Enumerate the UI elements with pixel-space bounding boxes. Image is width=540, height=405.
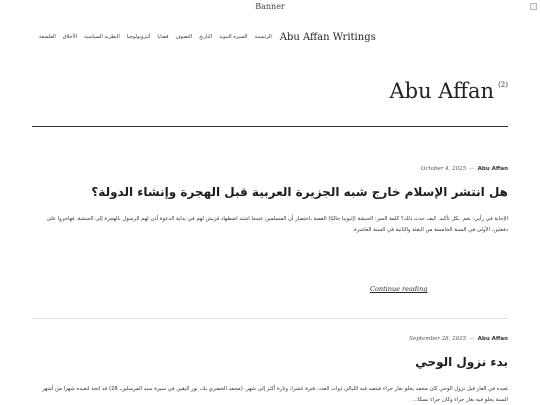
nav-item-history[interactable]: التاريخ	[199, 34, 213, 40]
site-header	[32, 29, 508, 45]
post-count: (2)	[498, 81, 508, 89]
nav-item-political-theory[interactable]: النظرية السياسية	[83, 34, 120, 40]
meta-separator: —	[469, 336, 475, 342]
meta-separator: —	[469, 166, 475, 172]
site-title[interactable]: Abu Affan Writings	[279, 31, 376, 43]
nav-item-anthropology[interactable]: أنثروبولوجيا	[126, 34, 151, 40]
post-date[interactable]: September 28, 2025	[409, 336, 467, 342]
post-excerpt: الإجابة في رأيي: نعم. بكل تأكيد. كيف حدث ذلك؟ كلمة السر: الحبشة (إثيوبيا حاليًا) القصة باختصار أن المسلمين عندما اشتد اضطهاد قريش لهم في بداية الدعوة أذن لهم الرسول بالهجرة إلى الحبشة، فهاجروا على دفعتين، الأولى في السنة الخامسة من البعثة والثانية في السنة العاشرة.	[46, 216, 508, 233]
post-title[interactable]: هل انتشر الإسلام خارج شبه الجزيرة العربية قبل الهجرة وإنشاء الدولة؟	[91, 185, 508, 199]
nav-item-sira[interactable]: السيرة النبوية	[219, 34, 248, 40]
post-separator	[32, 318, 508, 319]
continue-reading-link[interactable]: Continue reading	[370, 285, 428, 293]
nav-item-sufism[interactable]: التصوف	[175, 34, 193, 40]
author-name: Abu Affan	[389, 79, 495, 103]
post-title[interactable]: بدء نزول الوحي	[415, 355, 508, 369]
nav-item-philosophy[interactable]: الفلسفة	[39, 34, 56, 40]
author-heading	[390, 78, 509, 104]
broken-image-icon	[530, 3, 537, 10]
banner: Banner	[255, 2, 285, 11]
nav-item-home[interactable]: الرئيسية	[254, 34, 272, 40]
post-author[interactable]: Abu Affan	[477, 166, 508, 172]
post-date[interactable]: October 4, 2025	[420, 166, 467, 172]
post-meta	[32, 165, 508, 173]
nav-item-ethics[interactable]: الأخلاق	[62, 34, 77, 40]
header-divider	[32, 126, 508, 127]
post-excerpt: تعبده في الغار قبل نزول الوحي كان محمد يخلو بغار حراء فيتعبد فيه الليالي ذوات العدد، فترة عشرا، وتارة أكثر إلى شهر. (محمد الخضري بك، نور اليقين في سيرة سيد المرسلين، 28) قد اتخذ لتعبده شهرا من أشهر السنة يخلو فيه بغار حراء وكان حراء نسكا...	[42, 386, 508, 403]
post-1	[32, 165, 508, 236]
nav-item-issues[interactable]: قضايا	[157, 34, 169, 40]
post-2	[32, 335, 508, 405]
post-meta	[32, 335, 508, 343]
post-author[interactable]: Abu Affan	[477, 336, 508, 342]
